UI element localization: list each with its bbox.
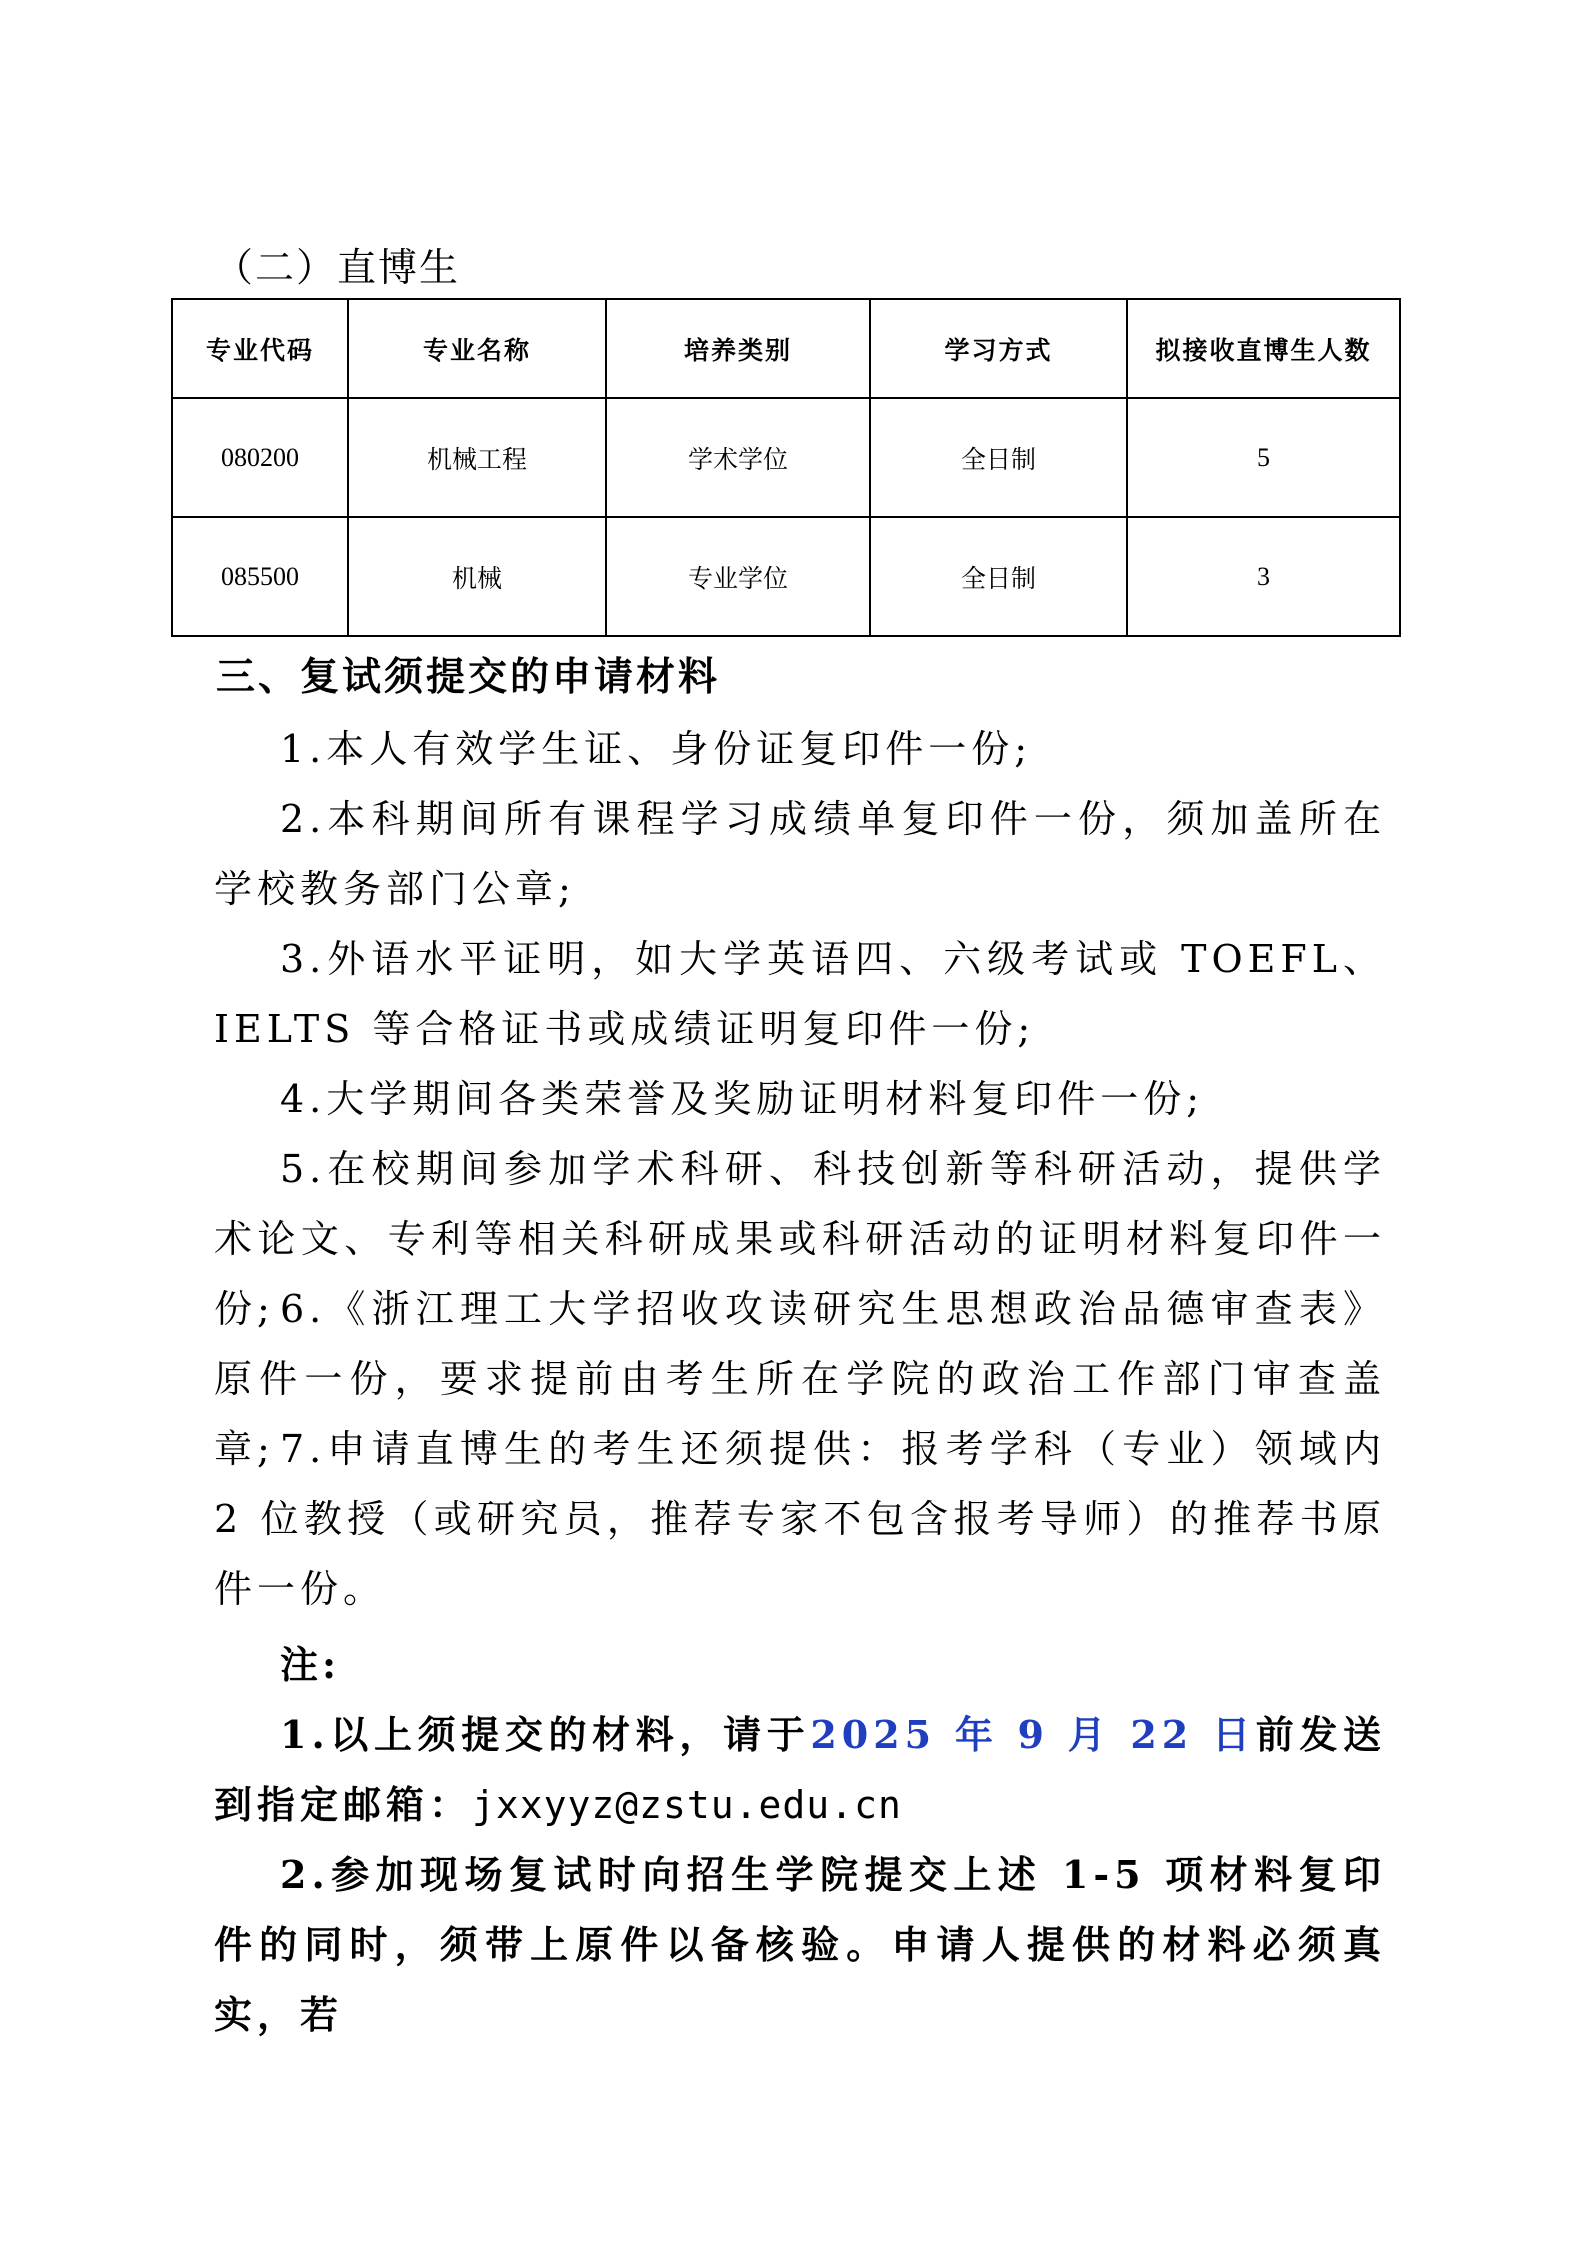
material-item-6: 6.《浙江理工大学招收攻读研究生思想政治品德审查表》原件一份，要求提前由考生所在学院的政治工作部门审查盖章; <box>214 1287 1386 1471</box>
note-2: 2.参加现场复试时向招生学院提交上述 1-5 项材料复印件的同时，须带上原件以备核验。申请人提供的材料必须真实，若 <box>214 1852 1386 2037</box>
header-training-category: 培养类别 <box>606 299 870 398</box>
table-header-row <box>172 299 1400 398</box>
header-admission-count: 拟接收直博生人数 <box>1127 299 1400 398</box>
subheading: （二）直博生 <box>214 246 461 291</box>
deadline-date: 2025 年 9 月 22 日 <box>810 1712 1256 1757</box>
note-1-prefix: 1.以上须提交的材料，请于 <box>280 1712 811 1757</box>
cell-training-category: 学术学位 <box>606 398 870 517</box>
cell-major-name: 机械 <box>348 517 606 636</box>
header-major-name: 专业名称 <box>348 299 606 398</box>
section-title: 三、复试须提交的申请材料 <box>216 654 721 700</box>
submission-email[interactable]: jxxyyz@zstu.edu.cn <box>472 1783 902 1827</box>
majors-table <box>171 298 1401 637</box>
material-item-7: 7.申请直博生的考生还须提供：报考学科（专业）领域内 2 位教授（或研究员，推荐专家不包含报考导师）的推荐书原件一份。 <box>214 1427 1386 1611</box>
material-item-4: 4.大学期间各类荣誉及奖励证明材料复印件一份; <box>280 1077 1205 1121</box>
cell-study-mode: 全日制 <box>870 398 1127 517</box>
material-item-2: 2.本科期间所有课程学习成绩单复印件一份，须加盖所在学校教务部门公章; <box>214 797 1386 911</box>
material-item-1: 1.本人有效学生证、身份证复印件一份; <box>280 727 1033 771</box>
cell-major-code: 080200 <box>172 398 348 517</box>
cell-major-name: 机械工程 <box>348 398 606 517</box>
note-1-middle: 前发送到指定邮箱： <box>214 1712 1386 1827</box>
cell-training-category: 专业学位 <box>606 517 870 636</box>
cell-admission-count: 3 <box>1127 517 1400 636</box>
note-label: 注: <box>280 1642 341 1687</box>
header-study-mode: 学习方式 <box>870 299 1127 398</box>
table-row <box>172 517 1400 636</box>
material-item-3: 3.外语水平证明，如大学英语四、六级考试或 TOEFL、IELTS 等合格证书或成绩证明复印件一份; <box>214 937 1386 1051</box>
cell-admission-count: 5 <box>1127 398 1400 517</box>
note-1 <box>214 1700 1386 1840</box>
header-major-code: 专业代码 <box>172 299 348 398</box>
table-row <box>172 398 1400 517</box>
material-item-5: 5.在校期间参加学术科研、科技创新等科研活动，提供学术论文、专利等相关科研成果或科研活动的证明材料复印件一份; <box>214 1147 1386 1331</box>
cell-study-mode: 全日制 <box>870 517 1127 636</box>
cell-major-code: 085500 <box>172 517 348 636</box>
